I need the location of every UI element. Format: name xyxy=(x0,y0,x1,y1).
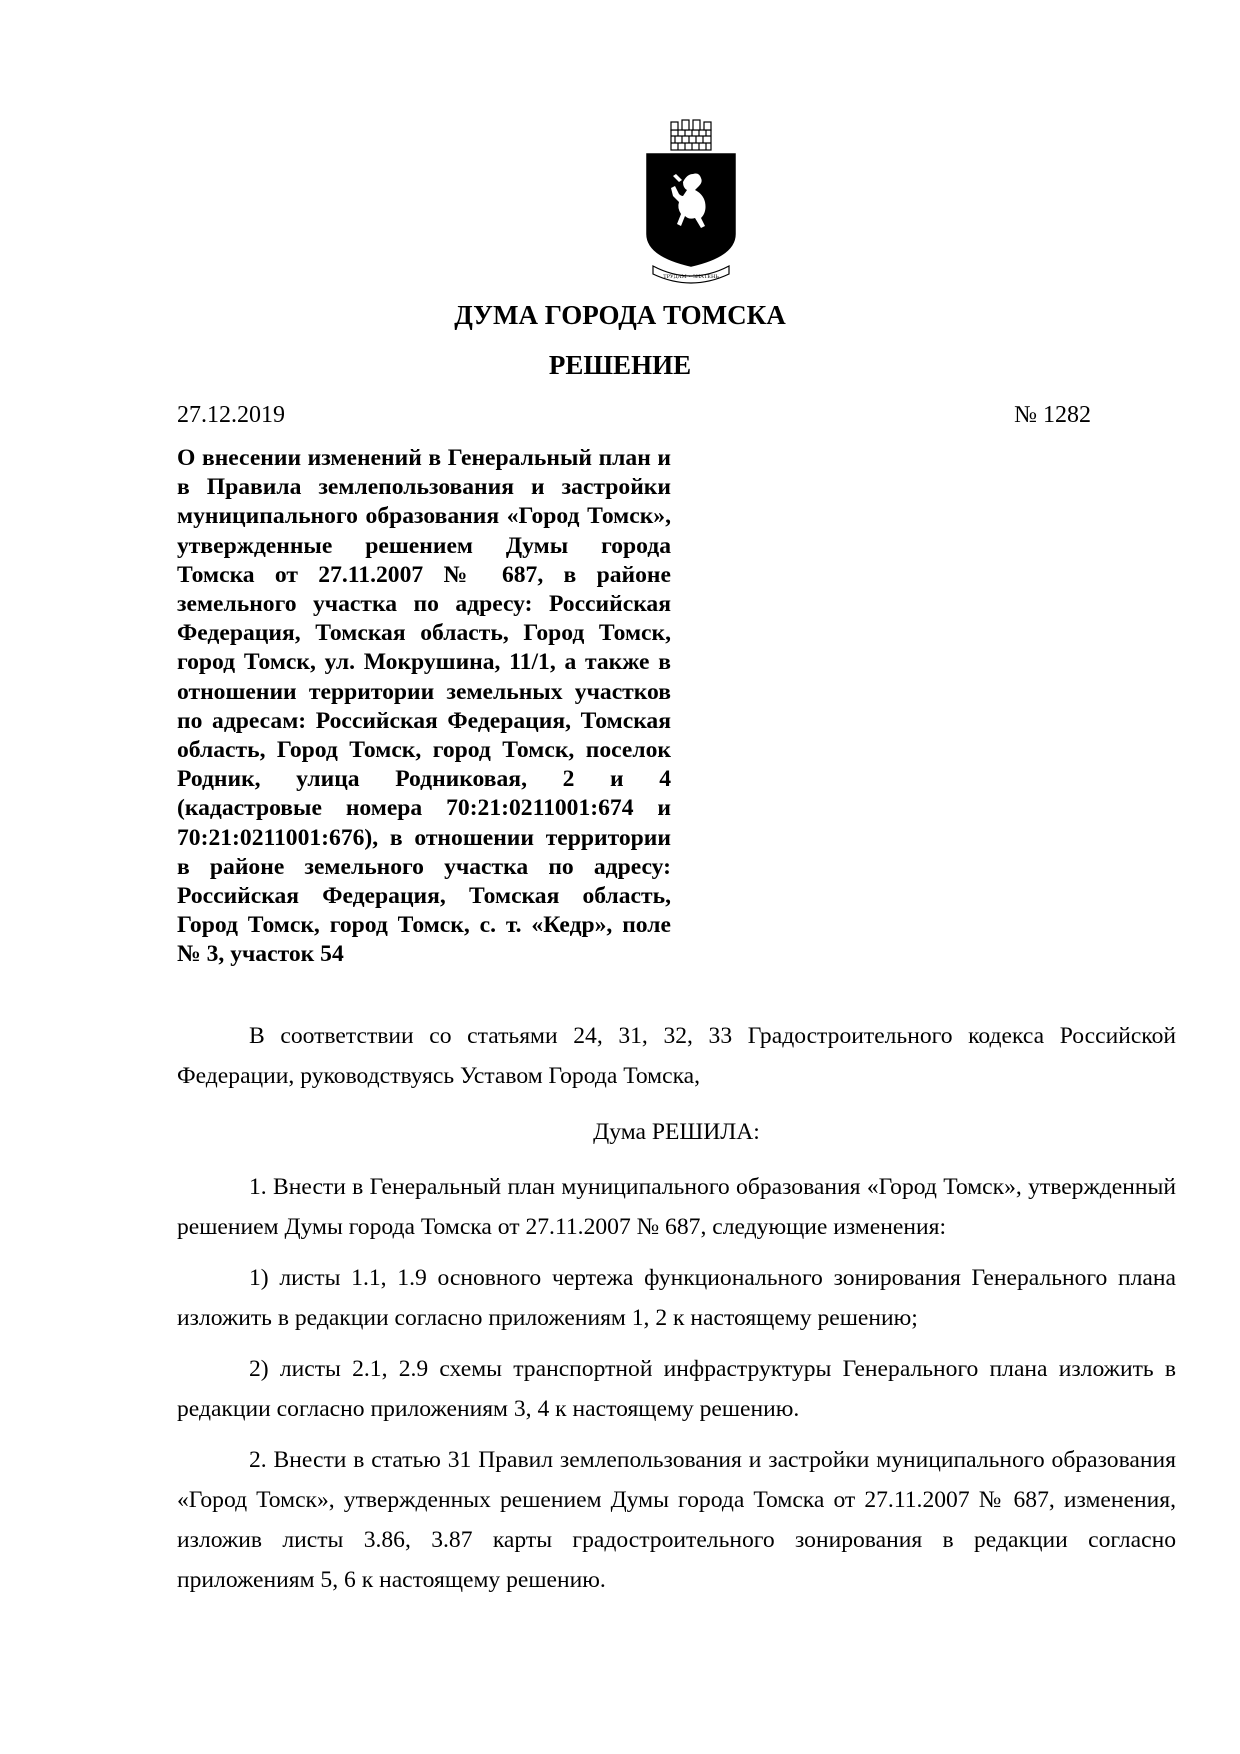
item-2-paragraph: 2. Внести в статью 31 Правил землепользования и застройки муниципального образования «Город Томск», утвержденных решением Думы города Томска от 27.11.2007 № 687, изменения, изложив листы 3.86, 3.87 карты градостроительного зонирования в редакции согласно приложениям 5, 6 к настоящему решению. xyxy=(177,1447,1176,1593)
tomsk-coat-of-arms-icon xyxy=(643,116,739,292)
decision-number: № 1282 xyxy=(1014,402,1091,428)
mural-crown xyxy=(671,120,711,150)
preamble-paragraph: В соответствии со статьями 24, 31, 32, 33 Градостроительного кодекса Российской Федерации, руководствуясь Уставом Города Томска, xyxy=(177,1023,1176,1089)
item-1-1-paragraph: 1) листы 1.1, 1.9 основного чертежа функционального зонирования Генерального плана изложить в редакции согласно приложениям 1, 2 к настоящему решению; xyxy=(177,1265,1176,1331)
resolved-heading: Дума РЕШИЛА: xyxy=(593,1119,760,1145)
item-1-2-paragraph: 2) листы 2.1, 2.9 схемы транспортной инфраструктуры Генерального плана изложить в редакции согласно приложениям 3, 4 к настоящему решению. xyxy=(177,1356,1176,1422)
emblem-motto: ТРУДАМ • ЗНАТЕНЬ xyxy=(663,274,719,280)
council-name: ДУМА ГОРОДА ТОМСКА xyxy=(454,300,786,330)
decision-date: 27.12.2019 xyxy=(177,402,285,428)
item-1-paragraph: 1. Внести в Генеральный план муниципального образования «Город Томск», утвержденный решением Думы города Томска от 27.11.2007 № 687, следующие изменения: xyxy=(177,1174,1176,1240)
document-type: РЕШЕНИЕ xyxy=(548,350,692,380)
decision-subject: О внесении изменений в Генеральный план и в Правила землепользования и застройки муниципального образования «Город Томск», утвержденные решением Думы города Томска от 27.11.2007 № 687, в районе земельного участка по адресу: Российская Федерация, Томская область, Город Томск, город Томск, ул. Мокрушина, 11/1, а также в отношении территории земельных участков по адресам: Российская Федерация, Томская область, Город Томск, город Томск, поселок Родник, улица Родниковая, 2 и 4 (кадастровые номера 70:21:0211001:674 и 70:21:0211001:676), в отношении территории в районе земельного участка по адресу: Российская Федерация, Томская область, Город Томск, город Томск, с. т. «Кедр», поле № 3, участок 54 xyxy=(177,445,671,968)
